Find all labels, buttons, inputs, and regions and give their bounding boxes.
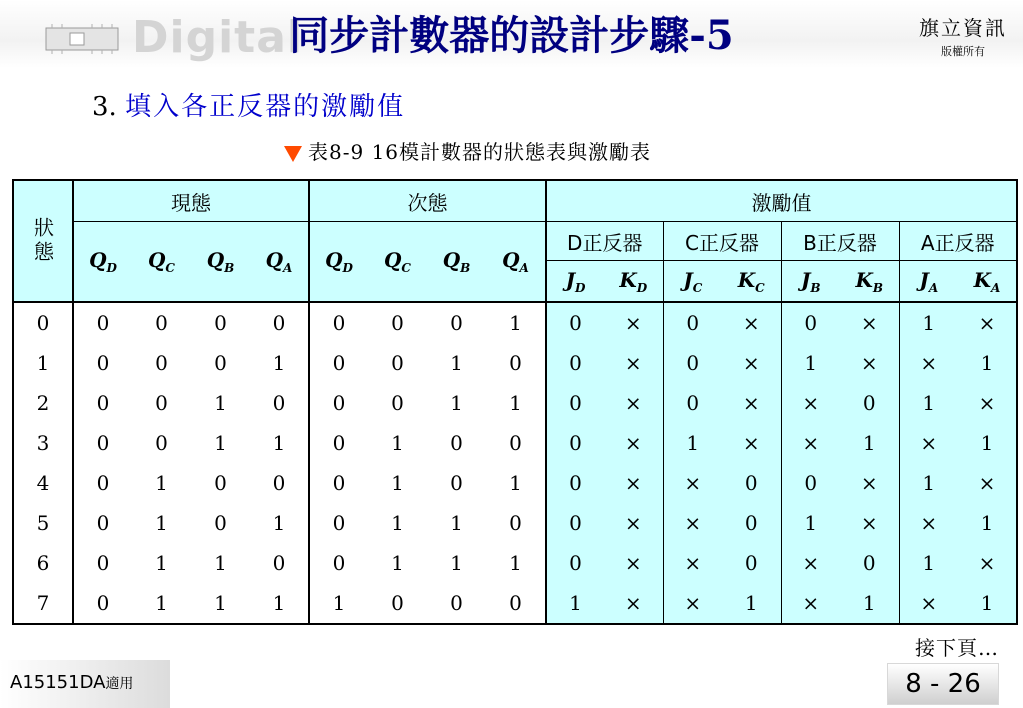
excitation-cell: × [663, 503, 722, 543]
excitation-cell: × [958, 543, 1017, 583]
present-cell: 1 [155, 591, 168, 615]
brand-logo [913, 12, 1013, 59]
col-jd: $J_D$ [546, 261, 604, 303]
excitation-cell: × [781, 383, 840, 423]
state-cell: 4 [13, 463, 73, 503]
excitation-cell: 0 [840, 383, 899, 423]
excitation-cell: × [604, 343, 663, 383]
excitation-cell: 0 [722, 503, 781, 543]
next-cell: 0 [368, 302, 427, 343]
col-next-qb: $Q_B$ [427, 222, 486, 303]
excitation-cell: × [722, 343, 781, 383]
page-number: 8 - 26 [887, 663, 999, 705]
present-cell: 0 [250, 383, 309, 423]
excitation-cell: × [663, 583, 722, 624]
next-cell: 0 [309, 463, 368, 503]
next-cell: 0 [391, 591, 404, 615]
excitation-cell: × [840, 503, 899, 543]
present-cell: 1 [155, 551, 168, 575]
ff-d-label: D正反器 [567, 230, 643, 255]
excitation-cell: × [663, 543, 722, 583]
col-present-qd: $Q_D$ [73, 222, 132, 303]
next-cell: 0 [450, 431, 463, 455]
next-cell: 0 [486, 343, 546, 383]
state-cell: 2 [13, 383, 73, 423]
next-cell: 1 [486, 543, 546, 583]
excitation-cell: × [604, 302, 663, 343]
next-cell: 1 [391, 511, 404, 535]
excitation-cell: 0 [663, 343, 722, 383]
table-row [13, 383, 1017, 423]
brand-name: 旗立資訊 [919, 16, 1007, 40]
present-cell: 0 [191, 302, 250, 343]
excitation-cell: × [899, 343, 958, 383]
excitation-cell: × [663, 463, 722, 503]
section-text: 填入各正反器的激勵值 [125, 92, 406, 122]
state-excitation-table [12, 179, 1018, 625]
excitation-cell: × [899, 503, 958, 543]
state-cell: 0 [13, 302, 73, 343]
excitation-cell: × [958, 463, 1017, 503]
excitation-cell: × [781, 543, 840, 583]
excitation-cell: 0 [722, 543, 781, 583]
present-cell: 0 [73, 343, 132, 383]
excitation-cell: 1 [781, 343, 840, 383]
col-next-qc: $Q_C$ [368, 222, 427, 303]
section-heading [92, 86, 405, 123]
col-present-qc: $Q_C$ [132, 222, 191, 303]
next-cell: 0 [309, 503, 368, 543]
excitation-cell: 1 [840, 583, 899, 624]
next-cell: 1 [391, 471, 404, 495]
excitation-cell: 0 [546, 343, 604, 383]
state-cell: 3 [13, 423, 73, 463]
state-cell: 6 [13, 543, 73, 583]
next-cell: 1 [391, 551, 404, 575]
present-cell: 0 [214, 511, 227, 535]
ff-a-header [899, 222, 1017, 261]
present-cell: 0 [155, 351, 168, 375]
course-code-suffix: 適用 [105, 676, 134, 692]
excitation-cell: 0 [546, 463, 604, 503]
ff-c-label: C正反器 [685, 230, 759, 255]
next-cell: 0 [391, 391, 404, 415]
excitation-cell: 0 [840, 543, 899, 583]
excitation-cell: 1 [958, 503, 1017, 543]
col-kb: $K_B$ [840, 261, 899, 303]
excitation-cell: × [722, 383, 781, 423]
present-cell: 0 [155, 391, 168, 415]
present-cell: 0 [73, 383, 132, 423]
col-jb: $J_B$ [781, 261, 840, 303]
table-row [13, 343, 1017, 383]
excitation-cell: 0 [546, 423, 604, 463]
present-cell: 0 [214, 471, 227, 495]
next-cell: 0 [450, 471, 463, 495]
excitation-cell: 0 [663, 383, 722, 423]
excitation-cell: 1 [958, 343, 1017, 383]
present-cell: 0 [250, 463, 309, 503]
present-cell: 1 [250, 423, 309, 463]
excitation-cell: 1 [958, 423, 1017, 463]
table-row [13, 503, 1017, 543]
table-row [13, 423, 1017, 463]
triangle-bullet-icon [284, 146, 302, 162]
course-code [10, 672, 133, 693]
ff-a-label: A正反器 [920, 230, 995, 255]
present-cell: 0 [73, 302, 132, 343]
next-cell: 0 [450, 591, 463, 615]
excitation-cell: 0 [663, 302, 722, 343]
excitation-cell: 0 [546, 302, 604, 343]
state-cell: 7 [13, 583, 73, 624]
col-next-qa: $Q_A$ [486, 222, 546, 303]
col-jc: $J_C$ [663, 261, 722, 303]
present-cell: 0 [73, 583, 132, 624]
present-cell: 0 [155, 431, 168, 455]
next-cell: 0 [309, 302, 368, 343]
col-next-qd: $Q_D$ [309, 222, 368, 303]
excitation-cell: × [840, 343, 899, 383]
table-row [13, 543, 1017, 583]
ff-c-header [663, 222, 781, 261]
excitation-cell: 1 [958, 583, 1017, 624]
next-cell: 1 [450, 551, 463, 575]
excitation-cell: × [604, 583, 663, 624]
excitation-cell: 0 [722, 463, 781, 503]
excitation-cell: 1 [546, 583, 604, 624]
table-row [13, 302, 1017, 343]
state-cell: 1 [13, 343, 73, 383]
present-cell: 0 [214, 351, 227, 375]
course-code-text: A15151DA [10, 672, 106, 693]
excitation-cell: × [899, 583, 958, 624]
next-cell: 0 [309, 423, 368, 463]
excitation-cell: × [722, 302, 781, 343]
ff-b-header [781, 222, 899, 261]
next-cell: 0 [427, 302, 486, 343]
next-state-header: 次態 [309, 180, 546, 222]
next-cell: 1 [450, 391, 463, 415]
excitation-cell: × [604, 463, 663, 503]
next-cell: 1 [486, 383, 546, 423]
table-caption [284, 136, 651, 165]
table-row [13, 463, 1017, 503]
present-cell: 1 [155, 511, 168, 535]
next-page-note: 接下頁… [915, 636, 999, 660]
excitation-cell: × [781, 583, 840, 624]
excitation-cell: 1 [663, 423, 722, 463]
col-present-qb: $Q_B$ [191, 222, 250, 303]
col-kd: $K_D$ [604, 261, 663, 303]
excitation-header: 激勵值 [546, 180, 1017, 222]
next-cell: 0 [391, 351, 404, 375]
table-body [13, 302, 1017, 624]
next-cell: 0 [486, 503, 546, 543]
excitation-cell: 1 [899, 302, 958, 343]
present-cell: 1 [155, 471, 168, 495]
present-cell: 1 [250, 343, 309, 383]
present-cell: 0 [132, 302, 191, 343]
ff-d-header [546, 222, 663, 261]
next-cell: 1 [450, 351, 463, 375]
present-cell: 1 [250, 583, 309, 624]
excitation-cell: × [840, 463, 899, 503]
excitation-cell: 0 [781, 302, 840, 343]
excitation-cell: 1 [781, 503, 840, 543]
excitation-cell: 1 [840, 423, 899, 463]
excitation-cell: × [958, 302, 1017, 343]
excitation-cell: × [604, 543, 663, 583]
present-state-header: 現態 [73, 180, 309, 222]
brand-copyright: 版權所有 [941, 45, 985, 58]
present-cell: 1 [250, 503, 309, 543]
col-present-qa: $Q_A$ [250, 222, 309, 303]
present-cell: 0 [73, 543, 132, 583]
excitation-cell: 1 [899, 463, 958, 503]
excitation-cell: 0 [546, 543, 604, 583]
present-cell: 0 [250, 302, 309, 343]
state-cell: 5 [13, 503, 73, 543]
present-cell: 0 [73, 423, 132, 463]
excitation-cell: × [958, 383, 1017, 423]
excitation-cell: 1 [722, 583, 781, 624]
next-cell: 1 [309, 583, 368, 624]
caption-text: 表8-9 16模計數器的狀態表與激勵表 [308, 140, 652, 164]
excitation-cell: 0 [546, 383, 604, 423]
present-cell: 1 [214, 591, 227, 615]
present-cell: 0 [73, 463, 132, 503]
table-row [13, 583, 1017, 624]
excitation-cell: 0 [546, 503, 604, 543]
section-number: 3. [92, 92, 117, 122]
present-cell: 1 [214, 551, 227, 575]
col-ka: $K_A$ [958, 261, 1017, 303]
excitation-cell: × [781, 423, 840, 463]
present-cell: 1 [214, 431, 227, 455]
excitation-cell: 0 [781, 463, 840, 503]
excitation-cell: × [722, 423, 781, 463]
next-cell: 1 [450, 511, 463, 535]
excitation-cell: 1 [899, 543, 958, 583]
next-cell: 0 [486, 423, 546, 463]
excitation-cell: × [604, 503, 663, 543]
excitation-cell: × [604, 383, 663, 423]
next-cell: 0 [309, 383, 368, 423]
present-cell: 0 [73, 503, 132, 543]
next-cell: 0 [486, 583, 546, 624]
excitation-cell: × [840, 302, 899, 343]
present-cell: 1 [214, 391, 227, 415]
excitation-cell: 1 [899, 383, 958, 423]
next-cell: 0 [309, 543, 368, 583]
ff-b-label: B正反器 [803, 230, 877, 255]
state-header: 狀態 [13, 180, 73, 302]
next-cell: 1 [486, 463, 546, 503]
present-cell: 0 [250, 543, 309, 583]
excitation-cell: × [899, 423, 958, 463]
next-cell: 1 [486, 302, 546, 343]
next-cell: 0 [309, 343, 368, 383]
col-ja: $J_A$ [899, 261, 958, 303]
col-kc: $K_C$ [722, 261, 781, 303]
excitation-cell: × [604, 423, 663, 463]
digital-watermark: Digital [132, 12, 303, 63]
next-cell: 1 [391, 431, 404, 455]
page-title: 同步計數器的設計步驟-5 [289, 12, 734, 59]
